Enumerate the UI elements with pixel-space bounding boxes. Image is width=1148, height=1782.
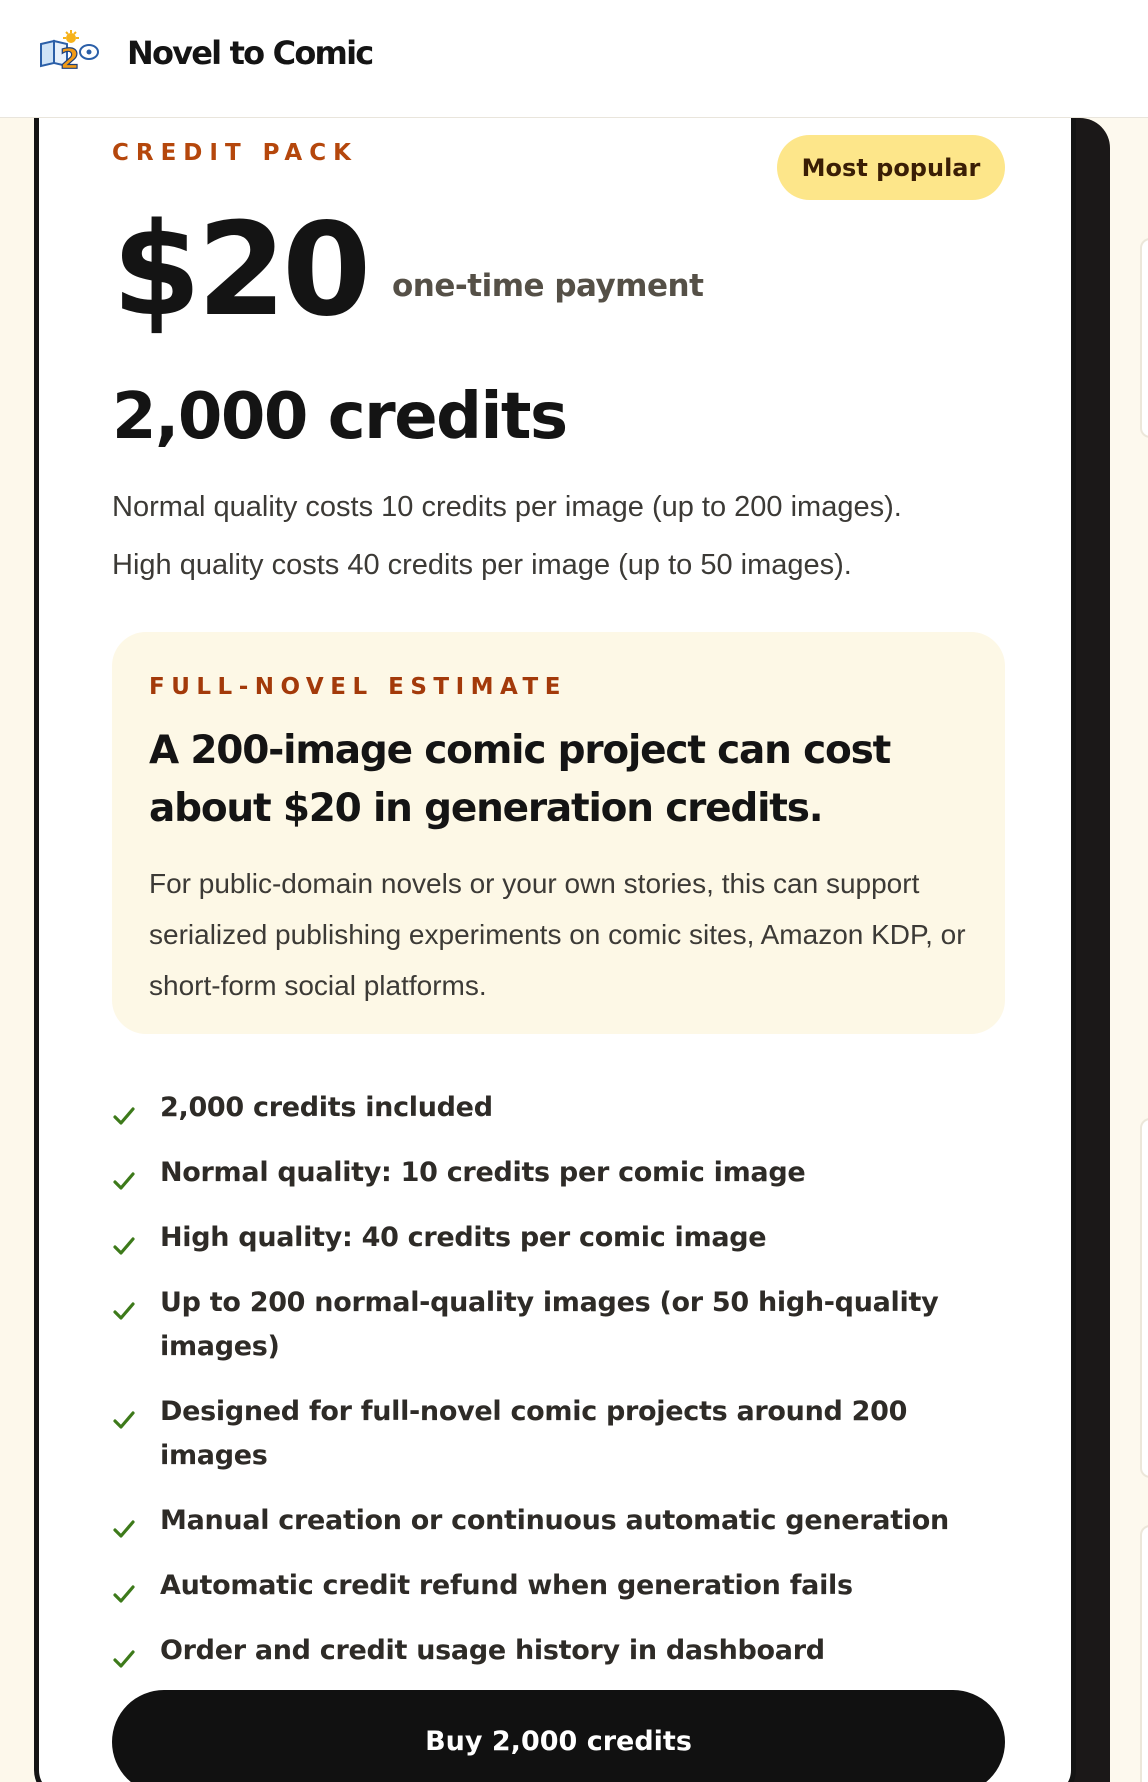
adjacent-card-edge [1140,1118,1148,1478]
buy-credits-button[interactable]: Buy 2,000 credits [112,1690,1005,1782]
feature-item [112,1390,1012,1478]
most-popular-badge: Most popular [777,135,1005,200]
feature-item [112,1499,1012,1543]
feature-text: Automatic credit refund when generation fails [160,1570,853,1601]
feature-list [112,1086,1012,1694]
feature-item [112,1216,1012,1260]
estimate-title: A 200-image comic project can cost about $20 in generation credits. [149,728,891,831]
feature-item [112,1564,1012,1608]
adjacent-card-edge [1140,238,1148,438]
adjacent-card-edge [1140,1525,1148,1782]
check-icon [112,1098,136,1122]
check-icon [112,1641,136,1665]
svg-text:2: 2 [60,42,80,74]
feature-text: Up to 200 normal-quality images (or 50 high-quality images) [160,1287,939,1362]
feature-item [112,1281,1012,1369]
top-navigation-bar [0,0,1148,118]
check-icon [112,1402,136,1426]
feature-text: 2,000 credits included [160,1092,493,1123]
feature-text: Normal quality: 10 credits per comic image [160,1157,806,1188]
plan-price: $20 [112,196,368,345]
check-icon [112,1511,136,1535]
plan-eyebrow: CREDIT PACK [112,140,358,166]
feature-item [112,1086,1012,1130]
plan-description [112,478,1032,594]
check-icon [112,1163,136,1187]
feature-text: Order and credit usage history in dashboard [160,1635,825,1666]
full-novel-estimate-box [112,632,1005,1034]
brand-name[interactable]: Novel to Comic [127,34,373,72]
check-icon [112,1228,136,1252]
credits-amount: 2,000 credits [112,380,567,454]
check-icon [112,1293,136,1317]
description-line: Normal quality costs 10 credits per image (up to 200 images). [112,491,902,523]
check-icon [112,1576,136,1600]
feature-text: Manual creation or continuous automatic generation [160,1505,949,1536]
description-line: High quality costs 40 credits per image (up to 50 images). [112,549,852,581]
price-note: one-time payment [392,268,704,304]
feature-text: High quality: 40 credits per comic image [160,1222,767,1253]
page-background-left [0,118,34,1782]
feature-item [112,1151,1012,1195]
book-comic-logo-icon[interactable] [38,30,102,74]
feature-item [112,1629,1012,1673]
estimate-body: For public-domain novels or your own stories, this can support serialized publishing experiments on comic sites, Amazon KDP, or short-form social platforms. [149,868,966,1001]
estimate-eyebrow: FULL-NOVEL ESTIMATE [149,674,567,700]
feature-text: Designed for full-novel comic projects around 200 images [160,1396,908,1471]
